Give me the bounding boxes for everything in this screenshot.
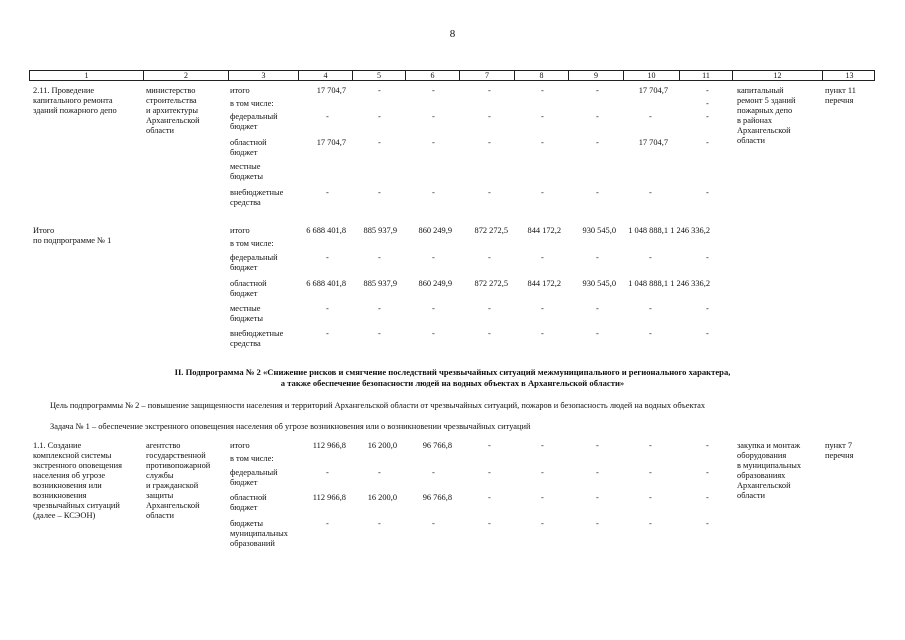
row-1-1-dash: - bbox=[706, 441, 709, 450]
executor: области bbox=[146, 126, 174, 135]
row-1-1-dash: - bbox=[378, 468, 381, 477]
row-2-11-dash: - bbox=[706, 86, 709, 95]
funding-source-label: образований bbox=[230, 539, 275, 548]
row-1-1-dash: - bbox=[326, 468, 329, 477]
header-col-10: 10 bbox=[624, 71, 680, 80]
total-sub1-value: 1 246 336,2 bbox=[670, 226, 710, 235]
funding-source-label: областной bbox=[230, 279, 267, 288]
total-sub1-dash: - bbox=[706, 253, 709, 262]
header-col-8: 8 bbox=[515, 71, 569, 80]
measure-name: комплексной системы bbox=[33, 451, 112, 460]
funding-source-label: областной bbox=[230, 138, 267, 147]
row-2-11-dash: - bbox=[706, 188, 709, 197]
funding-source-label: областной bbox=[230, 493, 267, 502]
total-sub1-dash: - bbox=[649, 329, 652, 338]
executor: Архангельской bbox=[146, 501, 200, 510]
total-sub1-dash: - bbox=[326, 253, 329, 262]
measure-name: 1.1. Создание bbox=[33, 441, 82, 450]
total-sub1-dash: - bbox=[378, 304, 381, 313]
column-number-header-row bbox=[29, 70, 875, 81]
total-sub1-value: 860 249,9 bbox=[418, 279, 452, 288]
expected-result: Архангельской bbox=[737, 126, 791, 135]
reference-link: перечня bbox=[825, 96, 854, 105]
row-1-1-value: 112 966,8 bbox=[312, 441, 346, 450]
total-sub1-dash: - bbox=[596, 329, 599, 338]
row-1-1-dash: - bbox=[596, 519, 599, 528]
funding-source-label: местные bbox=[230, 162, 261, 171]
row-1-1-dash: - bbox=[326, 519, 329, 528]
total-sub1-dash: - bbox=[649, 304, 652, 313]
row-1-1-dash: - bbox=[541, 441, 544, 450]
header-col-5: 5 bbox=[353, 71, 406, 80]
row-2-11-dash: - bbox=[432, 138, 435, 147]
funding-source-label: федеральный bbox=[230, 112, 278, 121]
row-2-11-dash: - bbox=[541, 112, 544, 121]
measure-name: капитального ремонта bbox=[33, 96, 113, 105]
total-sub1-dash: - bbox=[488, 253, 491, 262]
executor: защиты bbox=[146, 491, 174, 500]
row-1-1-dash: - bbox=[649, 468, 652, 477]
row-1-1-dash: - bbox=[596, 493, 599, 502]
header-col-9: 9 bbox=[569, 71, 624, 80]
total-sub1-dash: - bbox=[706, 329, 709, 338]
total-sub1-dash: - bbox=[541, 304, 544, 313]
row-1-1-dash: - bbox=[488, 441, 491, 450]
row-2-11-dash: - bbox=[706, 138, 709, 147]
row-1-1-dash: - bbox=[541, 493, 544, 502]
funding-source-label: бюджет bbox=[230, 478, 258, 487]
reference-link: пункт 7 bbox=[825, 441, 853, 450]
row-2-11-dash: - bbox=[706, 99, 709, 108]
total-sub1-value: 1 048 888,1 bbox=[628, 226, 668, 235]
total-sub1-value: 930 545,0 bbox=[582, 279, 616, 288]
measure-name: чрезвычайных ситуаций bbox=[33, 501, 120, 510]
row-2-11-dash: - bbox=[378, 138, 381, 147]
row-2-11-dash: - bbox=[541, 86, 544, 95]
expected-result: области bbox=[737, 491, 765, 500]
row-1-1-dash: - bbox=[649, 493, 652, 502]
executor: и гражданской bbox=[146, 481, 199, 490]
subprogram-task: Задача № 1 – обеспечение экстренного оповещения населения об угрозе возникновения или о возникновении чрезвычайных ситуаций bbox=[50, 422, 531, 431]
funding-source-label: средства bbox=[230, 339, 261, 348]
total-sub1-value: 844 172,2 bbox=[527, 226, 561, 235]
total-sub1-dash: - bbox=[541, 253, 544, 262]
total-sub1-value: 6 688 401,8 bbox=[306, 279, 346, 288]
row-1-1-value: 16 200,0 bbox=[367, 441, 397, 450]
header-col-6: 6 bbox=[406, 71, 460, 80]
total-sub1-dash: - bbox=[378, 329, 381, 338]
funding-source-label: бюджет bbox=[230, 122, 258, 131]
total-sub1-value: 860 249,9 bbox=[418, 226, 452, 235]
executor: государственной bbox=[146, 451, 206, 460]
funding-source-label: средства bbox=[230, 198, 261, 207]
header-col-12: 12 bbox=[733, 71, 823, 80]
funding-source-label: бюджеты bbox=[230, 172, 264, 181]
row-2-11-dash: - bbox=[541, 188, 544, 197]
funding-source-label: внебюджетные bbox=[230, 188, 284, 197]
measure-name: возникновения bbox=[33, 491, 87, 500]
total-sub1-value: 6 688 401,8 bbox=[306, 226, 346, 235]
expected-result: оборудования bbox=[737, 451, 787, 460]
total-sub1-dash: - bbox=[541, 329, 544, 338]
header-col-1: 1 bbox=[30, 71, 144, 80]
row-2-11-dash: - bbox=[378, 112, 381, 121]
funding-source-label: бюджет bbox=[230, 148, 258, 157]
total-sub1-dash: - bbox=[326, 304, 329, 313]
measure-name: населения об угрозе bbox=[33, 471, 106, 480]
expected-result: области bbox=[737, 136, 765, 145]
row-1-1-dash: - bbox=[488, 519, 491, 528]
row-2-11-dash: - bbox=[432, 112, 435, 121]
total-sub1-dash: - bbox=[488, 329, 491, 338]
total-sub1-dash: - bbox=[596, 253, 599, 262]
header-col-7: 7 bbox=[460, 71, 515, 80]
funding-source-label: внебюджетные bbox=[230, 329, 284, 338]
row-2-11-dash: - bbox=[378, 188, 381, 197]
measure-name: зданий пожарного депо bbox=[33, 106, 117, 115]
total-sub1-value: 872 272,5 bbox=[474, 226, 508, 235]
row-1-1-dash: - bbox=[378, 519, 381, 528]
executor: Архангельской bbox=[146, 116, 200, 125]
row-1-1-dash: - bbox=[706, 468, 709, 477]
total-sub1-value: 885 937,9 bbox=[363, 226, 397, 235]
expected-result: в муниципальных bbox=[737, 461, 802, 470]
expected-result: капитальный bbox=[737, 86, 784, 95]
row-2-11-value: 17 704,7 bbox=[316, 86, 346, 95]
subprogram-goal: Цель подпрограммы № 2 – повышение защищенности населения и территорий Архангельской области от чрезвычайных ситуаций, пожаров и безопасность людей на водных объектах bbox=[50, 401, 706, 410]
row-1-1-dash: - bbox=[432, 519, 435, 528]
total-sub1-value: 872 272,5 bbox=[474, 279, 508, 288]
funding-source-label: бюджеты bbox=[230, 519, 264, 528]
total-name: по подпрограмме № 1 bbox=[33, 236, 112, 245]
total-sub1-value: 844 172,2 bbox=[527, 279, 561, 288]
row-2-11-dash: - bbox=[706, 112, 709, 121]
expected-result: ремонт 5 зданий bbox=[737, 96, 796, 105]
row-1-1-dash: - bbox=[596, 468, 599, 477]
executor: службы bbox=[146, 471, 174, 480]
expected-result: пожарных депо bbox=[737, 106, 793, 115]
total-sub1-dash: - bbox=[649, 253, 652, 262]
row-2-11-dash: - bbox=[488, 138, 491, 147]
total-sub1-dash: - bbox=[706, 304, 709, 313]
row-2-11-dash: - bbox=[326, 188, 329, 197]
funding-source-label: федеральный bbox=[230, 468, 278, 477]
header-col-11: 11 bbox=[680, 71, 733, 80]
row-1-1-dash: - bbox=[541, 468, 544, 477]
total-sub1-dash: - bbox=[596, 304, 599, 313]
row-1-1-dash: - bbox=[596, 441, 599, 450]
row-2-11-dash: - bbox=[649, 188, 652, 197]
header-col-3: 3 bbox=[229, 71, 299, 80]
row-1-1-value: 96 766,8 bbox=[422, 493, 452, 502]
funding-source-label: бюджет bbox=[230, 503, 258, 512]
row-2-11-value: 17 704,7 bbox=[638, 138, 668, 147]
funding-source-label: местные bbox=[230, 304, 261, 313]
row-2-11-dash: - bbox=[596, 112, 599, 121]
row-2-11-dash: - bbox=[596, 188, 599, 197]
row-2-11-value: 17 704,7 bbox=[316, 138, 346, 147]
measure-name: (далее – КСЭОН) bbox=[33, 511, 96, 520]
funding-source-label: в том числе: bbox=[230, 454, 274, 463]
funding-source-label: федеральный bbox=[230, 253, 278, 262]
total-sub1-value: 930 545,0 bbox=[582, 226, 616, 235]
funding-source-label: итого bbox=[230, 226, 250, 235]
header-col-13: 13 bbox=[845, 71, 854, 80]
header-col-2: 2 bbox=[144, 71, 229, 80]
row-1-1-dash: - bbox=[432, 468, 435, 477]
funding-source-label: в том числе: bbox=[230, 239, 274, 248]
total-name: Итого bbox=[33, 226, 55, 235]
row-1-1-dash: - bbox=[706, 519, 709, 528]
row-1-1-value: 112 966,8 bbox=[312, 493, 346, 502]
measure-name: 2.11. Проведение bbox=[33, 86, 95, 95]
expected-result: Архангельской bbox=[737, 481, 791, 490]
executor: строительства bbox=[146, 96, 197, 105]
reference-link: перечня bbox=[825, 451, 854, 460]
total-sub1-value: 885 937,9 bbox=[363, 279, 397, 288]
row-1-1-dash: - bbox=[649, 519, 652, 528]
row-1-1-value: 16 200,0 bbox=[367, 493, 397, 502]
total-sub1-dash: - bbox=[432, 253, 435, 262]
row-2-11-value: 17 704,7 bbox=[638, 86, 668, 95]
executor: противопожарной bbox=[146, 461, 211, 470]
total-sub1-dash: - bbox=[432, 329, 435, 338]
row-2-11-dash: - bbox=[488, 188, 491, 197]
funding-source-label: в том числе: bbox=[230, 99, 274, 108]
row-2-11-dash: - bbox=[432, 188, 435, 197]
header-col-4: 4 bbox=[299, 71, 353, 80]
subprogram-heading: II. Подпрограмма № 2 «Снижение рисков и смягчение последствий чрезвычайных ситуаций межмуниципального и регионального характера, bbox=[174, 367, 731, 377]
funding-source-label: бюджет bbox=[230, 289, 258, 298]
row-2-11-dash: - bbox=[541, 138, 544, 147]
total-sub1-dash: - bbox=[432, 304, 435, 313]
row-1-1-dash: - bbox=[649, 441, 652, 450]
funding-source-label: бюджет bbox=[230, 263, 258, 272]
total-sub1-value: 1 246 336,2 bbox=[670, 279, 710, 288]
page-number: 8 bbox=[449, 28, 456, 40]
expected-result: образованиях bbox=[737, 471, 786, 480]
row-2-11-dash: - bbox=[596, 138, 599, 147]
row-1-1-dash: - bbox=[488, 493, 491, 502]
total-sub1-dash: - bbox=[488, 304, 491, 313]
row-1-1-dash: - bbox=[541, 519, 544, 528]
measure-name: возникновения или bbox=[33, 481, 102, 490]
subprogram-heading: а также обеспечение безопасности людей на водных объектах в Архангельской области» bbox=[280, 378, 625, 388]
row-2-11-dash: - bbox=[432, 86, 435, 95]
funding-source-label: итого bbox=[230, 441, 250, 450]
total-sub1-dash: - bbox=[378, 253, 381, 262]
expected-result: закупка и монтаж bbox=[737, 441, 801, 450]
expected-result: в районах bbox=[737, 116, 773, 125]
total-sub1-value: 1 048 888,1 bbox=[628, 279, 668, 288]
executor: агентство bbox=[146, 441, 181, 450]
executor: области bbox=[146, 511, 174, 520]
row-1-1-dash: - bbox=[706, 493, 709, 502]
funding-source-label: бюджеты bbox=[230, 314, 264, 323]
row-2-11-dash: - bbox=[649, 112, 652, 121]
total-sub1-dash: - bbox=[326, 329, 329, 338]
row-2-11-dash: - bbox=[378, 86, 381, 95]
row-1-1-value: 96 766,8 bbox=[422, 441, 452, 450]
row-2-11-dash: - bbox=[326, 112, 329, 121]
row-1-1-dash: - bbox=[488, 468, 491, 477]
row-2-11-dash: - bbox=[596, 86, 599, 95]
row-2-11-dash: - bbox=[488, 112, 491, 121]
row-2-11-dash: - bbox=[488, 86, 491, 95]
funding-source-label: итого bbox=[230, 86, 250, 95]
funding-source-label: муниципальных bbox=[230, 529, 288, 538]
reference-link: пункт 11 bbox=[825, 86, 856, 95]
executor: и архитектуры bbox=[146, 106, 199, 115]
measure-name: экстренного оповещения bbox=[33, 461, 122, 470]
executor: министерство bbox=[146, 86, 196, 95]
